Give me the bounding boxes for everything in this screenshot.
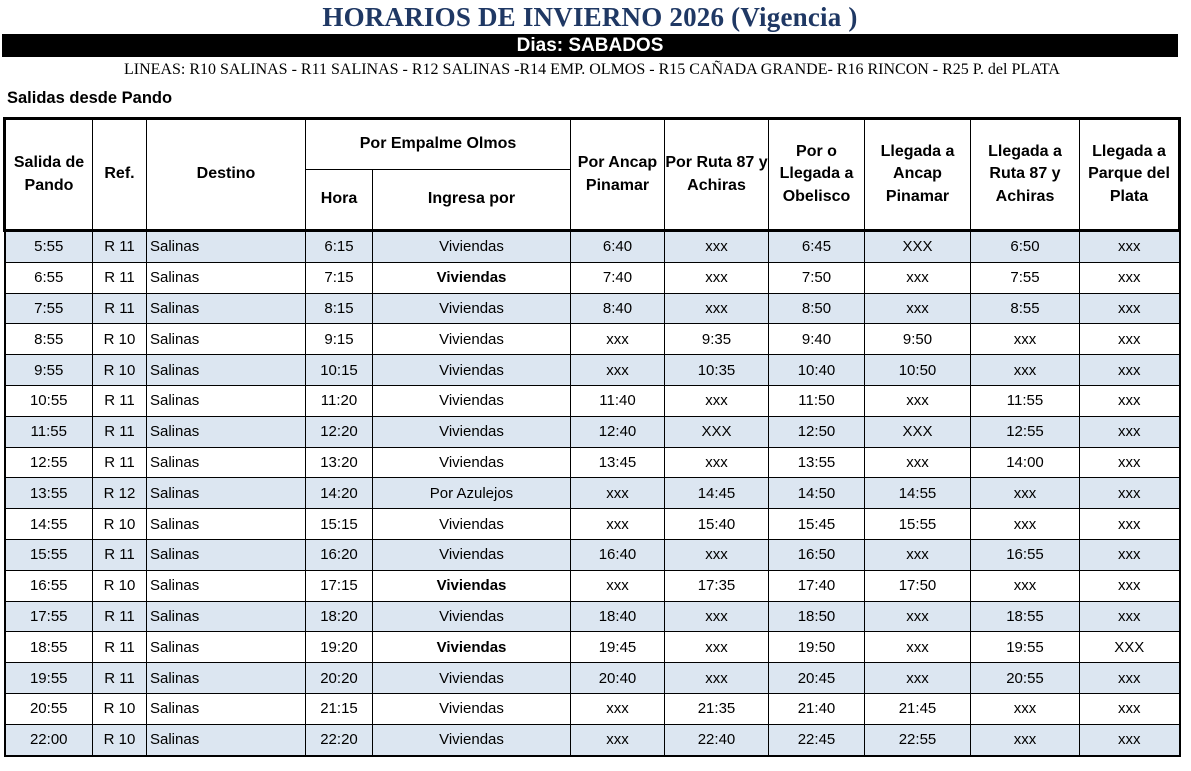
cell-ref: R 11 — [93, 539, 147, 570]
cell-destino: Salinas — [147, 570, 306, 601]
cell-llegada-parque: xxx — [1080, 416, 1180, 447]
cell-ref: R 10 — [93, 693, 147, 724]
schedule-table — [3, 117, 1181, 757]
cell-destino: Salinas — [147, 509, 306, 540]
header-por-empalme: Por Empalme Olmos — [306, 119, 571, 170]
cell-llegada-parque: xxx — [1080, 724, 1180, 755]
table-row — [5, 693, 1180, 724]
cell-ingresa: Viviendas — [373, 262, 571, 293]
cell-llegada-ancap: 22:55 — [865, 724, 971, 755]
cell-ancap: 8:40 — [571, 293, 665, 324]
cell-llegada-ancap: 9:50 — [865, 324, 971, 355]
cell-ruta87: xxx — [665, 385, 769, 416]
cell-salida: 7:55 — [5, 293, 93, 324]
cell-obelisco: 11:50 — [769, 385, 865, 416]
cell-llegada-parque: xxx — [1080, 509, 1180, 540]
cell-ingresa: Viviendas — [373, 601, 571, 632]
cell-ref: R 10 — [93, 324, 147, 355]
cell-ruta87: XXX — [665, 416, 769, 447]
cell-ancap: 12:40 — [571, 416, 665, 447]
cell-ruta87: xxx — [665, 262, 769, 293]
cell-llegada-parque: XXX — [1080, 632, 1180, 663]
cell-obelisco: 22:45 — [769, 724, 865, 755]
cell-llegada-ruta87: xxx — [971, 724, 1080, 755]
cell-obelisco: 19:50 — [769, 632, 865, 663]
cell-hora: 6:15 — [306, 231, 373, 263]
cell-ref: R 11 — [93, 663, 147, 694]
table-row — [5, 293, 1180, 324]
table-row — [5, 570, 1180, 601]
cell-hora: 22:20 — [306, 724, 373, 755]
table-row — [5, 724, 1180, 755]
cell-llegada-ancap: 17:50 — [865, 570, 971, 601]
cell-llegada-ruta87: 18:55 — [971, 601, 1080, 632]
header-ancap: Por Ancap Pinamar — [571, 119, 665, 231]
table-body — [5, 231, 1180, 756]
cell-ref: R 10 — [93, 509, 147, 540]
cell-ruta87: 14:45 — [665, 478, 769, 509]
cell-ingresa: Viviendas — [373, 693, 571, 724]
cell-ingresa: Viviendas — [373, 416, 571, 447]
cell-destino: Salinas — [147, 539, 306, 570]
cell-ancap: 16:40 — [571, 539, 665, 570]
cell-ingresa: Viviendas — [373, 324, 571, 355]
table-row — [5, 447, 1180, 478]
cell-obelisco: 13:55 — [769, 447, 865, 478]
cell-ingresa: Viviendas — [373, 231, 571, 263]
cell-llegada-parque: xxx — [1080, 539, 1180, 570]
days-banner: Dias: SABADOS — [2, 34, 1178, 57]
cell-ruta87: 15:40 — [665, 509, 769, 540]
table-row — [5, 416, 1180, 447]
header-llegada-ruta87: Llegada a Ruta 87 y Achiras — [971, 119, 1080, 231]
cell-ref: R 11 — [93, 293, 147, 324]
cell-obelisco: 14:50 — [769, 478, 865, 509]
cell-ref: R 11 — [93, 385, 147, 416]
cell-destino: Salinas — [147, 262, 306, 293]
cell-salida: 15:55 — [5, 539, 93, 570]
cell-ingresa: Viviendas — [373, 539, 571, 570]
cell-llegada-parque: xxx — [1080, 385, 1180, 416]
header-destino: Destino — [147, 119, 306, 231]
cell-destino: Salinas — [147, 385, 306, 416]
cell-obelisco: 7:50 — [769, 262, 865, 293]
cell-ancap: 11:40 — [571, 385, 665, 416]
cell-salida: 19:55 — [5, 663, 93, 694]
cell-llegada-parque: xxx — [1080, 355, 1180, 386]
table-row — [5, 601, 1180, 632]
cell-llegada-parque: xxx — [1080, 447, 1180, 478]
cell-llegada-ruta87: 12:55 — [971, 416, 1080, 447]
cell-ruta87: 17:35 — [665, 570, 769, 601]
cell-llegada-ancap: XXX — [865, 231, 971, 263]
cell-ref: R 10 — [93, 355, 147, 386]
page-title: HORARIOS DE INVIERNO 2026 (Vigencia ) — [322, 2, 858, 32]
cell-ancap: xxx — [571, 355, 665, 386]
cell-salida: 12:55 — [5, 447, 93, 478]
cell-hora: 9:15 — [306, 324, 373, 355]
cell-llegada-parque: xxx — [1080, 663, 1180, 694]
table-header — [5, 119, 1180, 231]
cell-llegada-ruta87: xxx — [971, 324, 1080, 355]
header-llegada-parque: Llegada a Parque del Plata — [1080, 119, 1180, 231]
cell-salida: 11:55 — [5, 416, 93, 447]
cell-ruta87: xxx — [665, 539, 769, 570]
cell-hora: 16:20 — [306, 539, 373, 570]
cell-hora: 8:15 — [306, 293, 373, 324]
cell-destino: Salinas — [147, 724, 306, 755]
cell-ingresa: Viviendas — [373, 293, 571, 324]
cell-salida: 22:00 — [5, 724, 93, 755]
cell-salida: 16:55 — [5, 570, 93, 601]
cell-hora: 20:20 — [306, 663, 373, 694]
table-row — [5, 509, 1180, 540]
cell-ref: R 10 — [93, 724, 147, 755]
cell-llegada-ancap: xxx — [865, 601, 971, 632]
cell-llegada-ruta87: 11:55 — [971, 385, 1080, 416]
cell-llegada-ruta87: xxx — [971, 478, 1080, 509]
cell-destino: Salinas — [147, 231, 306, 263]
cell-hora: 12:20 — [306, 416, 373, 447]
cell-salida: 8:55 — [5, 324, 93, 355]
cell-llegada-ruta87: 6:50 — [971, 231, 1080, 263]
cell-obelisco: 9:40 — [769, 324, 865, 355]
cell-llegada-ruta87: xxx — [971, 693, 1080, 724]
header-llegada-ancap: Llegada a Ancap Pinamar — [865, 119, 971, 231]
cell-obelisco: 17:40 — [769, 570, 865, 601]
cell-ancap: 13:45 — [571, 447, 665, 478]
cell-obelisco: 21:40 — [769, 693, 865, 724]
cell-ancap: 19:45 — [571, 632, 665, 663]
cell-ref: R 11 — [93, 262, 147, 293]
cell-salida: 13:55 — [5, 478, 93, 509]
cell-ingresa: Viviendas — [373, 509, 571, 540]
cell-ancap: xxx — [571, 693, 665, 724]
cell-ingresa: Viviendas — [373, 385, 571, 416]
cell-llegada-ruta87: xxx — [971, 570, 1080, 601]
cell-llegada-ruta87: 7:55 — [971, 262, 1080, 293]
cell-llegada-ancap: xxx — [865, 663, 971, 694]
cell-llegada-ruta87: xxx — [971, 355, 1080, 386]
cell-llegada-ruta87: 8:55 — [971, 293, 1080, 324]
cell-destino: Salinas — [147, 355, 306, 386]
cell-hora: 18:20 — [306, 601, 373, 632]
cell-llegada-parque: xxx — [1080, 693, 1180, 724]
cell-ruta87: 21:35 — [665, 693, 769, 724]
cell-llegada-ancap: 10:50 — [865, 355, 971, 386]
section-subtitle: Salidas desde Pando — [7, 89, 173, 107]
cell-ingresa: Viviendas — [373, 663, 571, 694]
cell-ruta87: 22:40 — [665, 724, 769, 755]
cell-ref: R 11 — [93, 632, 147, 663]
cell-hora: 13:20 — [306, 447, 373, 478]
cell-ref: R 11 — [93, 601, 147, 632]
cell-ruta87: xxx — [665, 632, 769, 663]
cell-llegada-ancap: xxx — [865, 293, 971, 324]
cell-salida: 18:55 — [5, 632, 93, 663]
cell-salida: 5:55 — [5, 231, 93, 263]
header-ruta87: Por Ruta 87 y Achiras — [665, 119, 769, 231]
cell-llegada-parque: xxx — [1080, 601, 1180, 632]
cell-hora: 11:20 — [306, 385, 373, 416]
table-row — [5, 663, 1180, 694]
cell-obelisco: 20:45 — [769, 663, 865, 694]
cell-ingresa: Viviendas — [373, 632, 571, 663]
cell-llegada-ruta87: 16:55 — [971, 539, 1080, 570]
cell-llegada-ancap: XXX — [865, 416, 971, 447]
cell-ancap: 6:40 — [571, 231, 665, 263]
cell-obelisco: 18:50 — [769, 601, 865, 632]
cell-ancap: xxx — [571, 478, 665, 509]
cell-destino: Salinas — [147, 601, 306, 632]
cell-salida: 20:55 — [5, 693, 93, 724]
cell-llegada-ruta87: 20:55 — [971, 663, 1080, 694]
cell-llegada-parque: xxx — [1080, 570, 1180, 601]
cell-ancap: xxx — [571, 509, 665, 540]
table-row — [5, 385, 1180, 416]
cell-ruta87: xxx — [665, 231, 769, 263]
table-row — [5, 324, 1180, 355]
cell-obelisco: 12:50 — [769, 416, 865, 447]
table-row — [5, 231, 1180, 263]
cell-obelisco: 6:45 — [769, 231, 865, 263]
cell-hora: 21:15 — [306, 693, 373, 724]
cell-ingresa: Viviendas — [373, 570, 571, 601]
header-obelisco: Por o Llegada a Obelisco — [769, 119, 865, 231]
cell-llegada-parque: xxx — [1080, 324, 1180, 355]
cell-salida: 14:55 — [5, 509, 93, 540]
cell-hora: 10:15 — [306, 355, 373, 386]
lines-list: LINEAS: R10 SALINAS - R11 SALINAS - R12 SALINAS -R14 EMP. OLMOS - R15 CAÑADA GRANDE- R16 RINCON - R25 P. del PLATA — [124, 61, 1060, 78]
table-row — [5, 632, 1180, 663]
cell-ancap: xxx — [571, 724, 665, 755]
cell-salida: 9:55 — [5, 355, 93, 386]
cell-ruta87: xxx — [665, 601, 769, 632]
header-salida: Salida de Pando — [5, 119, 93, 231]
cell-llegada-ancap: 21:45 — [865, 693, 971, 724]
cell-ref: R 11 — [93, 416, 147, 447]
table-row — [5, 478, 1180, 509]
cell-llegada-ancap: xxx — [865, 262, 971, 293]
cell-ingresa: Por Azulejos — [373, 478, 571, 509]
cell-salida: 6:55 — [5, 262, 93, 293]
cell-ancap: xxx — [571, 570, 665, 601]
header-ref: Ref. — [93, 119, 147, 231]
cell-ancap: xxx — [571, 324, 665, 355]
cell-llegada-ancap: 14:55 — [865, 478, 971, 509]
table-row — [5, 262, 1180, 293]
cell-hora: 7:15 — [306, 262, 373, 293]
cell-destino: Salinas — [147, 293, 306, 324]
cell-ruta87: 10:35 — [665, 355, 769, 386]
cell-llegada-parque: xxx — [1080, 262, 1180, 293]
cell-ingresa: Viviendas — [373, 724, 571, 755]
cell-ruta87: 9:35 — [665, 324, 769, 355]
table-row — [5, 539, 1180, 570]
cell-ingresa: Viviendas — [373, 355, 571, 386]
cell-obelisco: 8:50 — [769, 293, 865, 324]
header-ingresa: Ingresa por — [373, 170, 571, 231]
cell-destino: Salinas — [147, 447, 306, 478]
cell-ruta87: xxx — [665, 663, 769, 694]
cell-destino: Salinas — [147, 324, 306, 355]
cell-salida: 10:55 — [5, 385, 93, 416]
cell-ingresa: Viviendas — [373, 447, 571, 478]
cell-llegada-ancap: 15:55 — [865, 509, 971, 540]
cell-hora: 17:15 — [306, 570, 373, 601]
cell-ruta87: xxx — [665, 293, 769, 324]
cell-obelisco: 16:50 — [769, 539, 865, 570]
cell-llegada-ruta87: 14:00 — [971, 447, 1080, 478]
cell-destino: Salinas — [147, 663, 306, 694]
cell-hora: 15:15 — [306, 509, 373, 540]
cell-llegada-ancap: xxx — [865, 447, 971, 478]
table-row — [5, 355, 1180, 386]
cell-obelisco: 10:40 — [769, 355, 865, 386]
cell-llegada-ruta87: xxx — [971, 509, 1080, 540]
cell-llegada-ancap: xxx — [865, 385, 971, 416]
cell-destino: Salinas — [147, 478, 306, 509]
cell-destino: Salinas — [147, 632, 306, 663]
cell-ref: R 11 — [93, 231, 147, 263]
cell-destino: Salinas — [147, 693, 306, 724]
cell-hora: 19:20 — [306, 632, 373, 663]
cell-ref: R 12 — [93, 478, 147, 509]
cell-ancap: 18:40 — [571, 601, 665, 632]
cell-obelisco: 15:45 — [769, 509, 865, 540]
cell-ancap: 7:40 — [571, 262, 665, 293]
cell-destino: Salinas — [147, 416, 306, 447]
cell-llegada-ruta87: 19:55 — [971, 632, 1080, 663]
cell-salida: 17:55 — [5, 601, 93, 632]
cell-ancap: 20:40 — [571, 663, 665, 694]
cell-llegada-ancap: xxx — [865, 632, 971, 663]
cell-ruta87: xxx — [665, 447, 769, 478]
cell-llegada-ancap: xxx — [865, 539, 971, 570]
cell-llegada-parque: xxx — [1080, 478, 1180, 509]
cell-hora: 14:20 — [306, 478, 373, 509]
cell-ref: R 10 — [93, 570, 147, 601]
header-hora: Hora — [306, 170, 373, 231]
cell-ref: R 11 — [93, 447, 147, 478]
cell-llegada-parque: xxx — [1080, 293, 1180, 324]
cell-llegada-parque: xxx — [1080, 231, 1180, 263]
